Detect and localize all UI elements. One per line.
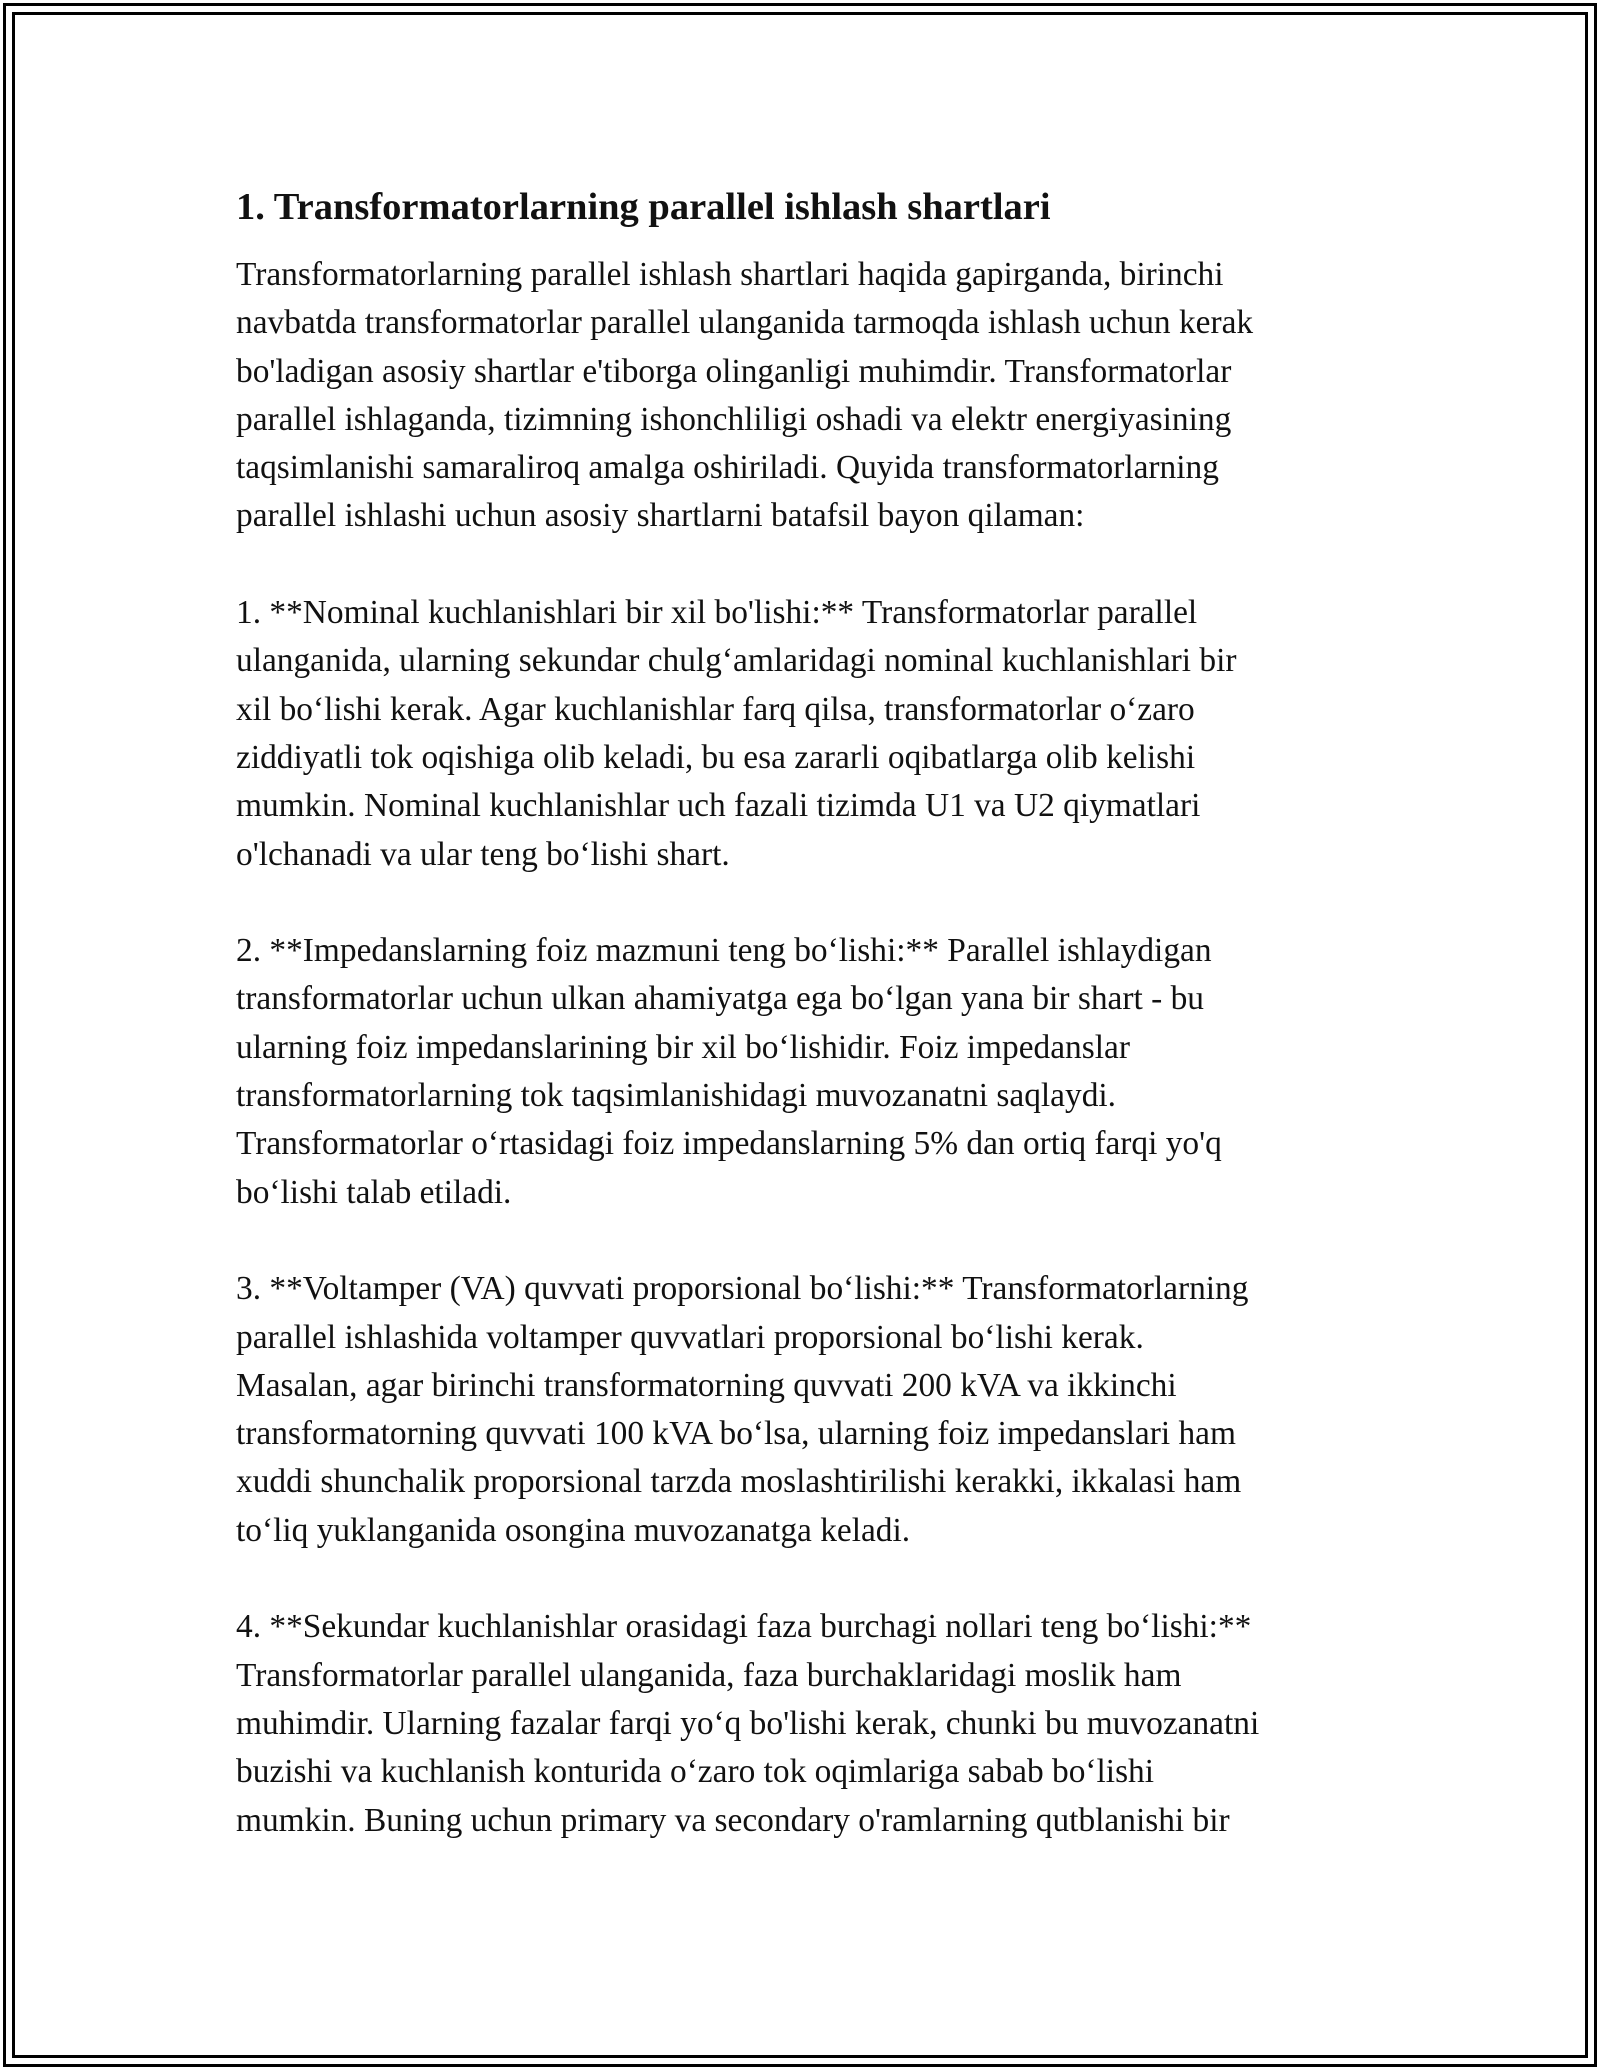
condition-2-paragraph: 2. **Impedanslarning foiz mazmuni teng bo‘lishi:** Parallel ishlaydigan transformatorlar uchun ulkan ahamiyatga ega bo‘lgan yana bir shart - bu ularning foiz impedanslarining bir xil bo‘lishidir. Foiz impedanslar transformatorlarning tok taqsimlanishidagi muvozanatni saqlaydi. Transformatorlar o‘rtasidagi foiz impedanslarning 5% dan ortiq farqi yo'q bo‘lishi talab etiladi. xyxy=(236,932,1222,1211)
condition-3-paragraph: 3. **Voltamper (VA) quvvati proporsional bo‘lishi:** Transformatorlarning parallel ishlashida voltamper quvvatlari proporsional bo‘lishi kerak. Masalan, agar birinchi transformatorning quvvati 200 kVA va ikkinchi transformatorning quvvati 100 kVA bo‘lsa, ularning foiz impedanslari ham xuddi shunchalik proporsional tarzda moslashtirilishi kerakki, ikkalasi ham to‘liq yuklanganida osongina muvozanatga keladi. xyxy=(236,1270,1249,1549)
document-title: 1. Transformatorlarning parallel ishlash shartlari xyxy=(236,186,1051,228)
condition-4-paragraph: 4. **Sekundar kuchlanishlar orasidagi faza burchagi nollari teng bo‘lishi:** Transformatorlar parallel ulanganida, faza burchaklaridagi moslik ham muhimdir. Ularning fazalar farqi yo‘q bo'lishi kerak, chunki bu muvozanatni buzishi va kuchlanish konturida o‘zaro tok oqimlariga sabab bo‘lishi mumkin. Buning uchun primary va secondary o'ramlarning qutblanishi bir xyxy=(236,1608,1260,1839)
intro-paragraph: Transformatorlarning parallel ishlash shartlari haqida gapirganda, birinchi navbatda transformatorlar parallel ulanganida tarmoqda ishlash uchun kerak bo'ladigan asosiy shartlar e'tiborga olinganligi muhimdir. Transformatorlar parallel ishlaganda, tizimning ishonchliligi oshadi va elektr energiyasining taqsimlanishi samaraliroq amalga oshiriladi. Quyida transformatorlarning parallel ishlashi uchun asosiy shartlarni batafsil bayon qilaman: xyxy=(236,256,1254,535)
condition-1-paragraph: 1. **Nominal kuchlanishlari bir xil bo'lishi:** Transformatorlar parallel ulanganida, ularning sekundar chulg‘amlaridagi nominal kuchlanishlari bir xil bo‘lishi kerak. Agar kuchlanishlar farq qilsa, transformatorlar o‘zaro ziddiyatli tok oqishiga olib keladi, bu esa zararli oqibatlarga olib kelishi mumkin. Nominal kuchlanishlar uch fazali tizimda U1 va U2 qiymatlari o'lchanadi va ular teng bo‘lishi shart. xyxy=(236,594,1237,873)
document-body xyxy=(236,183,1386,1845)
